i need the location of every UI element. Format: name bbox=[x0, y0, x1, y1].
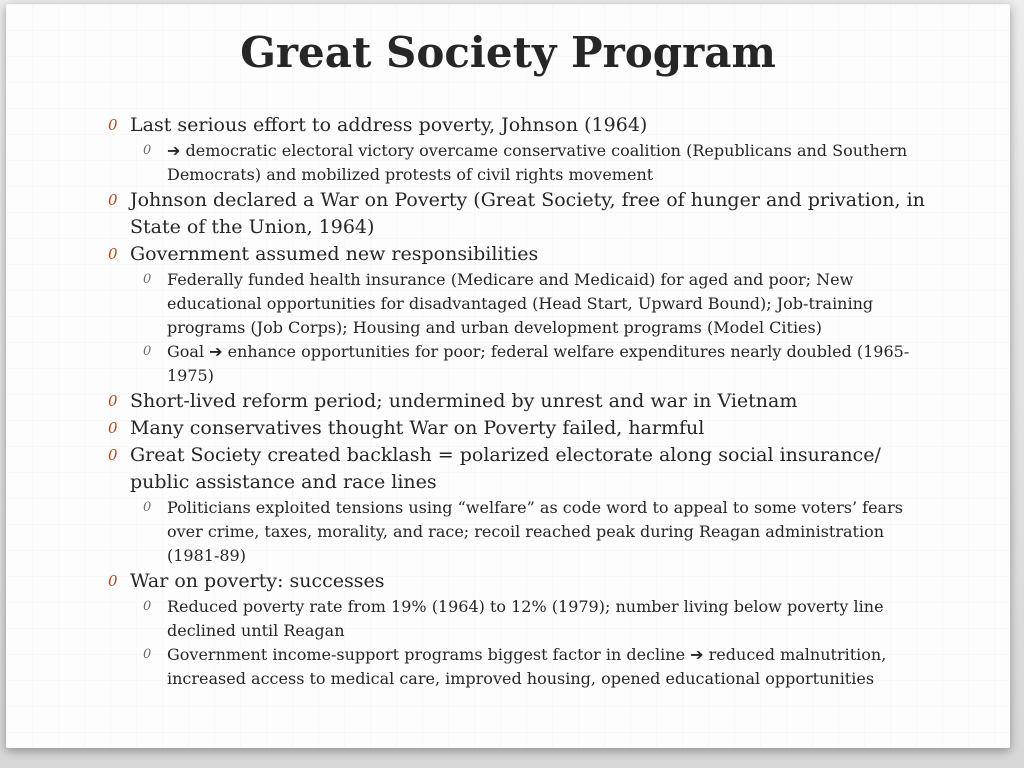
sub-bullet-marker-icon: 0 bbox=[143, 272, 152, 287]
arrow-right-icon: ➔ bbox=[209, 342, 223, 361]
sub-bullet-list bbox=[143, 496, 919, 568]
slide bbox=[6, 4, 1010, 748]
sub-bullet-marker-icon: 0 bbox=[143, 599, 152, 614]
sub-bullet-item bbox=[143, 496, 919, 568]
bullet-text: War on poverty: successes bbox=[130, 570, 385, 592]
bullet-item bbox=[108, 112, 930, 187]
arrow-right-icon: ➔ bbox=[690, 645, 704, 664]
sub-bullet-text: Politicians exploited tensions using “welfare” as code word to appeal to some voters’ fears over crime, taxes, morality, and race; recoil reached peak during Reagan administration (1981-89) bbox=[167, 498, 903, 565]
bullet-marker-icon: 0 bbox=[108, 572, 118, 590]
bullet-item bbox=[108, 568, 930, 691]
bullet-text: Johnson declared a War on Poverty (Great Society, free of hunger and privation, in State of the Union, 1964) bbox=[130, 189, 925, 238]
sub-bullet-text-before: Goal bbox=[167, 342, 210, 361]
bullet-text: Last serious effort to address poverty, Johnson (1964) bbox=[130, 114, 648, 136]
sub-bullet-list bbox=[143, 268, 919, 388]
bullet-marker-icon: 0 bbox=[108, 116, 118, 134]
bullet-marker-icon: 0 bbox=[108, 419, 118, 437]
sub-bullet-list bbox=[143, 595, 919, 691]
arrow-right-icon: ➔ bbox=[167, 141, 181, 160]
sub-bullet-marker-icon: 0 bbox=[143, 500, 152, 515]
sub-bullet-text: Reduced poverty rate from 19% (1964) to 12% (1979); number living below poverty line declined until Reagan bbox=[167, 597, 884, 640]
sub-bullet-text-after: enhance opportunities for poor; federal welfare expenditures nearly doubled (1965-1975) bbox=[167, 342, 910, 385]
sub-bullet-list bbox=[143, 139, 919, 187]
sub-bullet-marker-icon: 0 bbox=[143, 143, 152, 158]
sub-bullet-item bbox=[143, 268, 919, 340]
bullet-item bbox=[108, 241, 930, 388]
bullet-item bbox=[108, 415, 930, 442]
bullet-item bbox=[108, 388, 930, 415]
bullet-item bbox=[108, 187, 930, 241]
sub-bullet-text-after: reduced malnutrition, increased access to medical care, improved housing, opened educational opportunities bbox=[167, 645, 887, 688]
bullet-text: Many conservatives thought War on Poverty failed, harmful bbox=[130, 417, 705, 439]
sub-bullet-item bbox=[143, 340, 919, 388]
bullet-item bbox=[108, 442, 930, 568]
bullet-marker-icon: 0 bbox=[108, 191, 118, 209]
sub-bullet-marker-icon: 0 bbox=[143, 344, 152, 359]
sub-bullet-marker-icon: 0 bbox=[143, 647, 152, 662]
bullet-text: Government assumed new responsibilities bbox=[130, 243, 539, 265]
sub-bullet-text-before: Government income-support programs biggest factor in decline bbox=[167, 645, 691, 664]
sub-bullet-item bbox=[143, 643, 919, 691]
sub-bullet-text: Federally funded health insurance (Medicare and Medicaid) for aged and poor; New educational opportunities for disadvantaged (Head Start, Upward Bound); Job-training programs (Job Corps); Housing and urban development programs (Model Cities) bbox=[167, 270, 874, 337]
bullet-marker-icon: 0 bbox=[108, 446, 118, 464]
bullet-marker-icon: 0 bbox=[108, 392, 118, 410]
bullet-text: Short-lived reform period; undermined by unrest and war in Vietnam bbox=[130, 390, 798, 412]
slide-title: Great Society Program bbox=[240, 28, 776, 77]
bullet-list bbox=[108, 112, 930, 691]
bullet-marker-icon: 0 bbox=[108, 245, 118, 263]
sub-bullet-text: democratic electoral victory overcame conservative coalition (Republicans and Southern Democrats) and mobilized protests of civil rights movement bbox=[167, 141, 908, 184]
bullet-text: Great Society created backlash = polarized electorate along social insurance/ public assistance and race lines bbox=[130, 444, 881, 493]
sub-bullet-item bbox=[143, 595, 919, 643]
sub-bullet-item bbox=[143, 139, 919, 187]
